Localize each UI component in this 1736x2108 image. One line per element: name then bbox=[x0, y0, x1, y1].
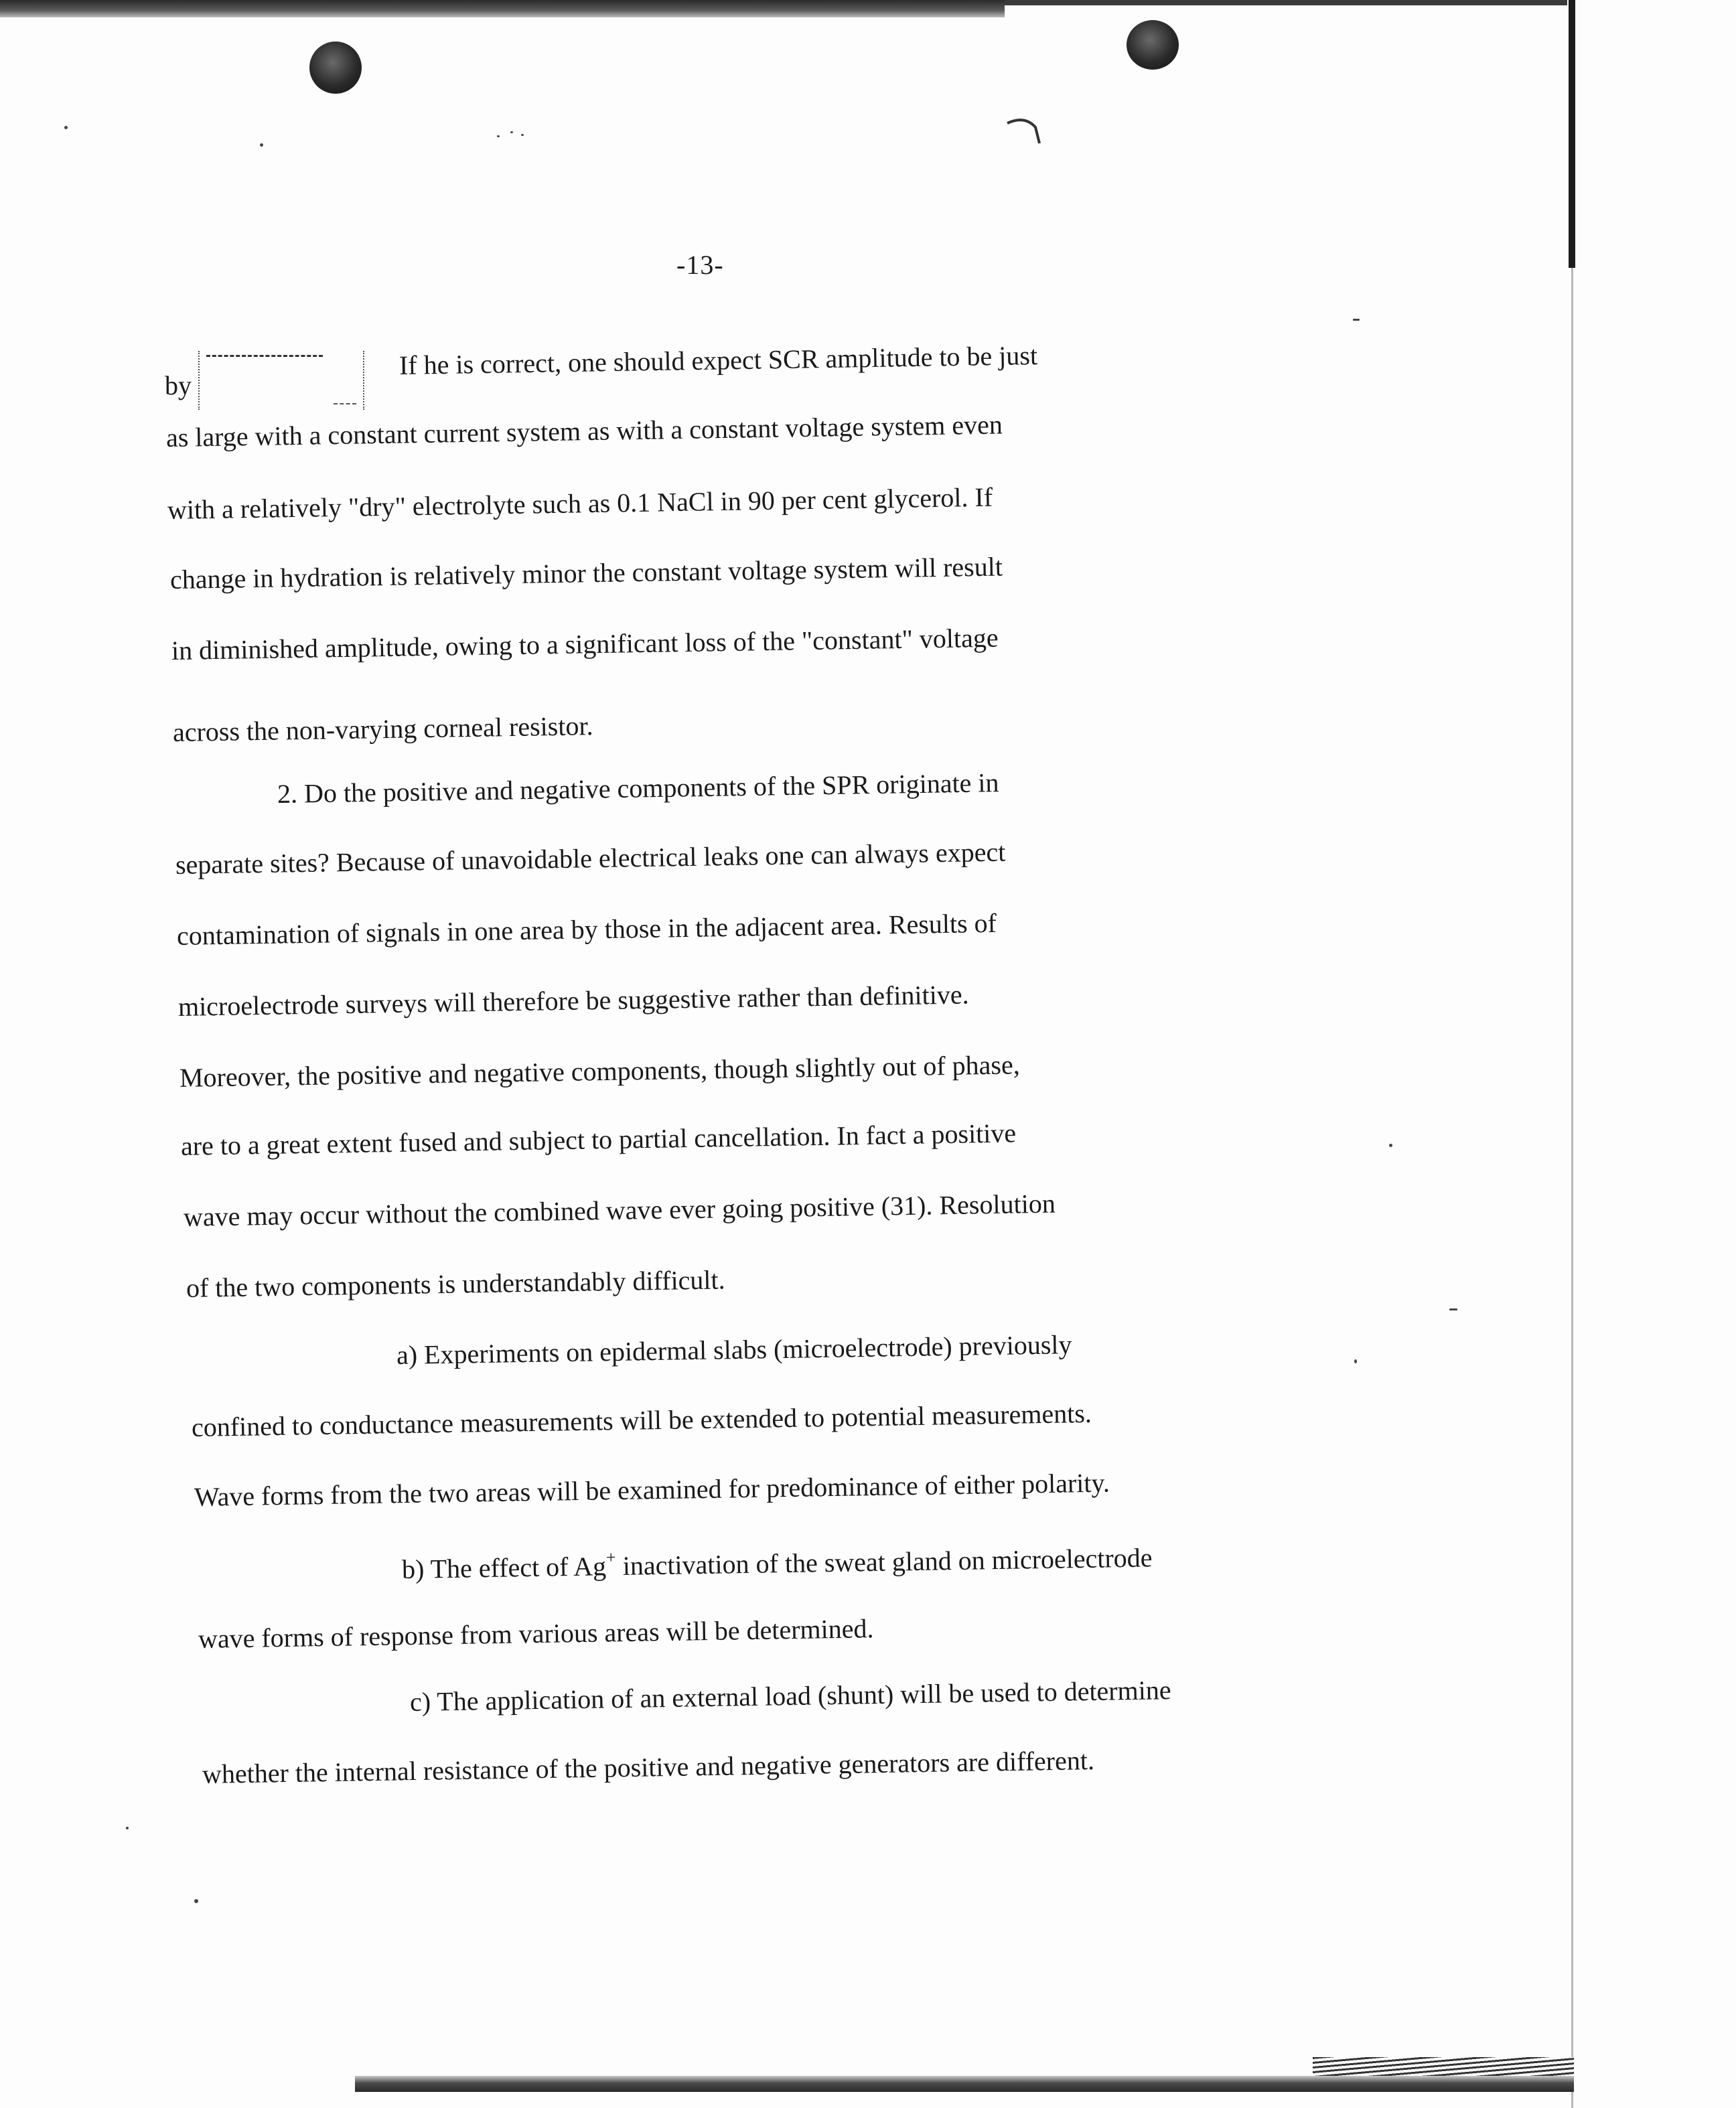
text-segment: inactivation of the sweat gland on microelectrode bbox=[616, 1542, 1153, 1581]
redacted-citation bbox=[198, 351, 364, 410]
scan-speck bbox=[497, 135, 500, 137]
text-line: are to a great extent fused and subject to partial cancellation. In fact a positive bbox=[180, 1118, 1017, 1161]
text-line: wave may occur without the combined wave ever going positive (31). Resolution bbox=[183, 1188, 1056, 1232]
scan-speck bbox=[1449, 1308, 1457, 1310]
text-line: 2. Do the positive and negative components of the SPR originate in bbox=[277, 767, 999, 809]
text-line: contamination of signals in one area by those in the adjacent area. Results of bbox=[176, 907, 997, 951]
scan-edge-top-thin bbox=[1005, 0, 1567, 5]
scan-speck bbox=[1389, 1144, 1392, 1147]
text-line: change in hydration is relatively minor the constant voltage system will result bbox=[169, 551, 1003, 595]
superscript-plus: + bbox=[605, 1547, 616, 1568]
text-line: Moreover, the positive and negative components, though slightly out of phase, bbox=[179, 1049, 1021, 1093]
text-line: in diminished amplitude, owing to a significant loss of the "constant" voltage bbox=[171, 622, 999, 666]
text-line: of the two components is understandably difficult. bbox=[186, 1264, 725, 1303]
text-segment: b) The effect of Ag bbox=[401, 1551, 607, 1584]
scan-speck bbox=[126, 1827, 129, 1829]
text-line: separate sites? Because of unavoidable electrical leaks one can always expect bbox=[175, 836, 1006, 880]
scan-speck bbox=[194, 1899, 198, 1903]
text-line: with a relatively "dry" electrolyte such as 0.1 NaCl in 90 per cent glycerol. If bbox=[167, 481, 993, 525]
scan-speck bbox=[521, 134, 524, 136]
text-line: a) Experiments on epidermal slabs (microelectrode) previously bbox=[396, 1329, 1072, 1370]
scan-speck bbox=[64, 126, 68, 129]
text-prefix: by bbox=[165, 370, 192, 400]
scan-speck bbox=[260, 143, 263, 147]
text-line: Wave forms from the two areas will be examined for predominance of either polarity. bbox=[194, 1467, 1110, 1512]
text-line: confined to conductance measurements will be extended to potential measurements. bbox=[191, 1398, 1092, 1442]
punch-hole-left bbox=[309, 42, 362, 94]
text-line: whether the internal resistance of the positive and negative generators are different. bbox=[202, 1745, 1095, 1789]
text-line: wave forms of response from various areas will be determined. bbox=[198, 1613, 874, 1654]
scan-mark bbox=[1005, 114, 1052, 154]
scan-edge-top bbox=[0, 0, 1005, 17]
text-line: across the non-varying corneal resistor. bbox=[172, 710, 593, 747]
scan-speck bbox=[1354, 1359, 1357, 1363]
text-line: If he is correct, one should expect SCR amplitude to be just bbox=[399, 340, 1038, 380]
text-line: microelectrode surveys will therefore be suggestive rather than definitive. bbox=[177, 979, 969, 1022]
scan-edge-bottom-streaks bbox=[1313, 2057, 1574, 2076]
scan-edge-bottom bbox=[355, 2076, 1574, 2092]
page-number: -13- bbox=[676, 250, 724, 280]
text-line bbox=[402, 1540, 1153, 1583]
scan-speck bbox=[510, 131, 513, 133]
punch-hole-right bbox=[1127, 20, 1179, 70]
scan-edge-right bbox=[1569, 0, 1575, 268]
text-line: c) The application of an external load (shunt) will be used to determine bbox=[409, 1675, 1171, 1717]
scan-edge-right-faint bbox=[1571, 268, 1573, 2108]
text-line: as large with a constant current system as with a constant voltage system even bbox=[165, 409, 1003, 453]
scan-speck bbox=[1353, 319, 1360, 321]
